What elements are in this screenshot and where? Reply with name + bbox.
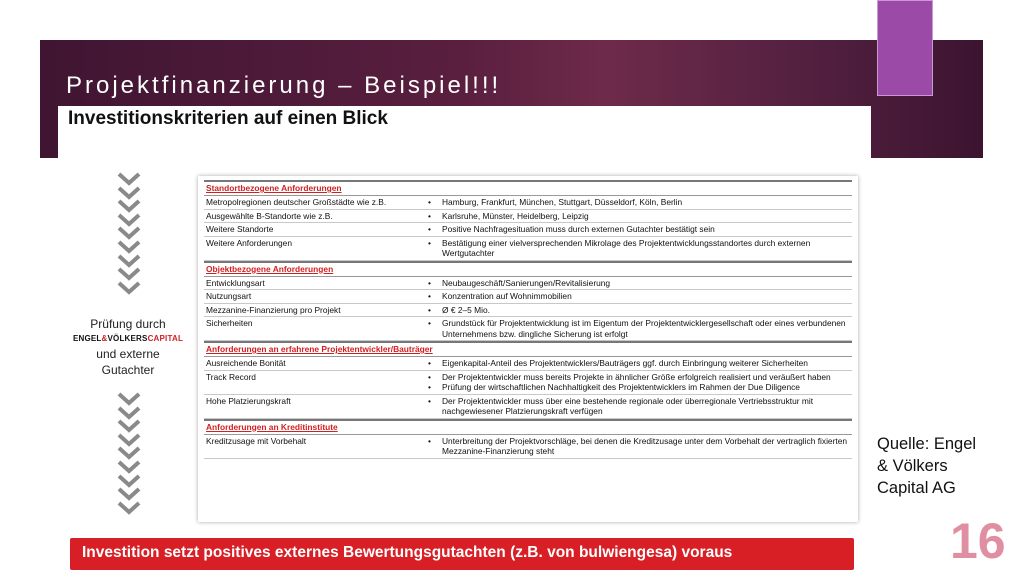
- criterion-values: [428, 278, 850, 289]
- bullet-item: [428, 318, 850, 339]
- criterion-values: [428, 396, 850, 417]
- bullet-item: [428, 436, 850, 457]
- criterion-label: Sicherheiten: [206, 318, 253, 328]
- review-line-2: und externe: [96, 347, 160, 361]
- bullet-text: Grundstück für Projektentwicklung ist im Eigentum der Projektentwicklergesellschaft oder eines verbundenen Unternehmens bzw. dingliche Sicherung ist erfolgt: [442, 318, 846, 339]
- criterion-label: Ausreichende Bonität: [206, 358, 286, 368]
- bullet-icon: •: [428, 277, 431, 288]
- chevron-down-icon: [116, 406, 142, 420]
- accent-rectangle: [877, 0, 933, 96]
- bullet-item: [428, 372, 850, 383]
- criteria-table-image: [198, 176, 858, 522]
- bullet-icon: •: [428, 435, 431, 446]
- chevron-down-icon: [116, 254, 142, 268]
- bullet-text: Eigenkapital-Anteil des Projektentwicklers/Bauträgers ggf. durch Einbringung weiterer Sicherheiten: [442, 358, 808, 368]
- bullet-icon: •: [428, 304, 431, 315]
- bullet-icon: •: [428, 395, 431, 406]
- source-line-1: Quelle: Engel: [877, 435, 977, 453]
- review-note: [64, 316, 192, 378]
- bullet-icon: •: [428, 318, 431, 328]
- bullet-item: [428, 224, 850, 235]
- bullet-icon: •: [428, 210, 431, 221]
- bullet-icon: •: [428, 371, 431, 382]
- chevron-down-icon: [116, 186, 142, 200]
- criterion-values: [428, 305, 850, 316]
- chevron-down-icon: [116, 172, 142, 186]
- criterion-values: [428, 358, 850, 369]
- bullet-text: Der Projektentwickler muss über eine bestehende regionale oder überregionale Vertriebsstruktur mit nachgewiesener Platzierungskraft verfügen: [442, 395, 814, 416]
- bullet-item: [428, 358, 850, 369]
- criterion-label: Ausgewählte B-Standorte wie z.B.: [206, 210, 333, 221]
- bullet-icon: •: [428, 358, 431, 368]
- source-note: [877, 433, 1007, 499]
- bullet-text: Positive Nachfragesituation muss durch externen Gutachter bestätigt sein: [442, 224, 715, 234]
- criterion-label: Weitere Standorte: [206, 224, 274, 234]
- criterion-label: Track Record: [206, 371, 256, 382]
- chevron-column-bottom: [116, 392, 142, 514]
- criterion-label: Nutzungsart: [206, 291, 252, 301]
- criterion-values: [428, 372, 850, 393]
- criterion-label: Metropolregionen deutscher Großstädte wie z.B.: [206, 197, 387, 207]
- criterion-values: [428, 211, 850, 222]
- review-line-3: Gutachter: [101, 363, 155, 377]
- bullet-icon: •: [428, 291, 431, 301]
- chevron-down-icon: [116, 213, 142, 227]
- bullet-text: Bestätigung einer vielversprechenden Mikrolage des Projektentwicklungsstandortes durch externen Wertgutachter: [442, 237, 811, 258]
- slide-subtitle: Investitionskriterien auf einen Blick: [68, 108, 388, 129]
- source-line-3: Capital AG: [877, 479, 956, 497]
- table-row: [204, 223, 852, 237]
- bullet-item: [428, 278, 850, 289]
- slide-title: Projektfinanzierung – Beispiel!!!: [66, 72, 502, 99]
- table-row: [204, 210, 852, 224]
- table-section-heading: Anforderungen an Kreditinstitute: [204, 419, 852, 435]
- bullet-text: Ø € 2–5 Mio.: [442, 304, 490, 315]
- table-row: [204, 357, 852, 371]
- table-row: [204, 317, 852, 341]
- table-row: [204, 371, 852, 395]
- chevron-down-icon: [116, 474, 142, 488]
- chevron-down-icon: [116, 199, 142, 213]
- criterion-label: Mezzanine-Finanzierung pro Projekt: [206, 304, 341, 315]
- bullet-item: [428, 211, 850, 222]
- criterion-values: [428, 197, 850, 208]
- criterion-label: Hohe Platzierungskraft: [206, 395, 291, 406]
- criterion-values: [428, 436, 850, 457]
- bullet-text: Karlsruhe, Münster, Heidelberg, Leipzig: [442, 210, 589, 221]
- chevron-down-icon: [116, 240, 142, 254]
- bullet-item: [428, 197, 850, 208]
- bullet-item: [428, 382, 850, 393]
- bullet-item: [428, 305, 850, 316]
- chevron-down-icon: [116, 419, 142, 433]
- bullet-item: [428, 291, 850, 302]
- bullet-icon: •: [428, 197, 431, 207]
- chevron-down-icon: [116, 460, 142, 474]
- criterion-values: [428, 291, 850, 302]
- bullet-text: Prüfung der wirtschaftlichen Nachhaltigkeit des Projektentwicklers im Rahmen der Due Diligence: [442, 382, 800, 392]
- engel-voelkers-capital-logo: ENGEL&VÖLKERSCAPITAL: [72, 334, 184, 343]
- chevron-down-icon: [116, 487, 142, 501]
- source-line-2: & Völkers: [877, 457, 948, 475]
- chevron-down-icon: [116, 446, 142, 460]
- criteria-table: [204, 180, 852, 459]
- table-row: [204, 304, 852, 318]
- table-section-heading: Objektbezogene Anforderungen: [204, 261, 852, 277]
- chevron-down-icon: [116, 281, 142, 295]
- chevron-down-icon: [116, 226, 142, 240]
- bullet-icon: •: [428, 382, 431, 392]
- chevron-down-icon: [116, 267, 142, 281]
- criterion-label: Kreditzusage mit Vorbehalt: [206, 435, 307, 446]
- table-row: [204, 435, 852, 459]
- table-row: [204, 196, 852, 210]
- footer-banner-text: Investition setzt positives externes Bewertungsgutachten (z.B. von bulwiengesa) voraus: [82, 544, 733, 561]
- page-number: 16: [950, 513, 1006, 569]
- criterion-label: Weitere Anforderungen: [206, 237, 292, 248]
- chevron-down-icon: [116, 392, 142, 406]
- bullet-text: Unterbreitung der Projektvorschläge, bei denen die Kreditzusage unter dem Vorbehalt der vertraglich fixierten Mezzanine-Finanzierung steht: [442, 435, 848, 456]
- table-row: [204, 277, 852, 291]
- chevron-down-icon: [116, 433, 142, 447]
- review-line-1: Prüfung durch: [90, 317, 166, 331]
- bullet-item: [428, 238, 850, 259]
- table-row: [204, 395, 852, 419]
- bullet-text: Neubaugeschäft/Sanierungen/Revitalisierung: [442, 277, 611, 288]
- criterion-values: [428, 238, 850, 259]
- table-section-heading: Standortbezogene Anforderungen: [204, 180, 852, 196]
- bullet-text: Hamburg, Frankfurt, München, Stuttgart, Düsseldorf, Köln, Berlin: [442, 197, 683, 207]
- bullet-icon: •: [428, 224, 431, 234]
- table-section-heading: Anforderungen an erfahrene Projektentwickler/Bauträger: [204, 341, 852, 357]
- chevron-column-top: [116, 172, 142, 294]
- footer-banner: [70, 538, 854, 570]
- criterion-values: [428, 224, 850, 235]
- chevron-down-icon: [116, 501, 142, 515]
- table-row: [204, 290, 852, 304]
- criterion-values: [428, 318, 850, 339]
- criterion-label: Entwicklungsart: [206, 277, 265, 288]
- bullet-text: Der Projektentwickler muss bereits Projekte in ähnlicher Größe erfolgreich realisiert und veräußert haben: [442, 371, 831, 382]
- table-row: [204, 237, 852, 261]
- bullet-icon: •: [428, 237, 431, 248]
- bullet-item: [428, 396, 850, 417]
- bullet-text: Konzentration auf Wohnimmobilien: [442, 291, 572, 301]
